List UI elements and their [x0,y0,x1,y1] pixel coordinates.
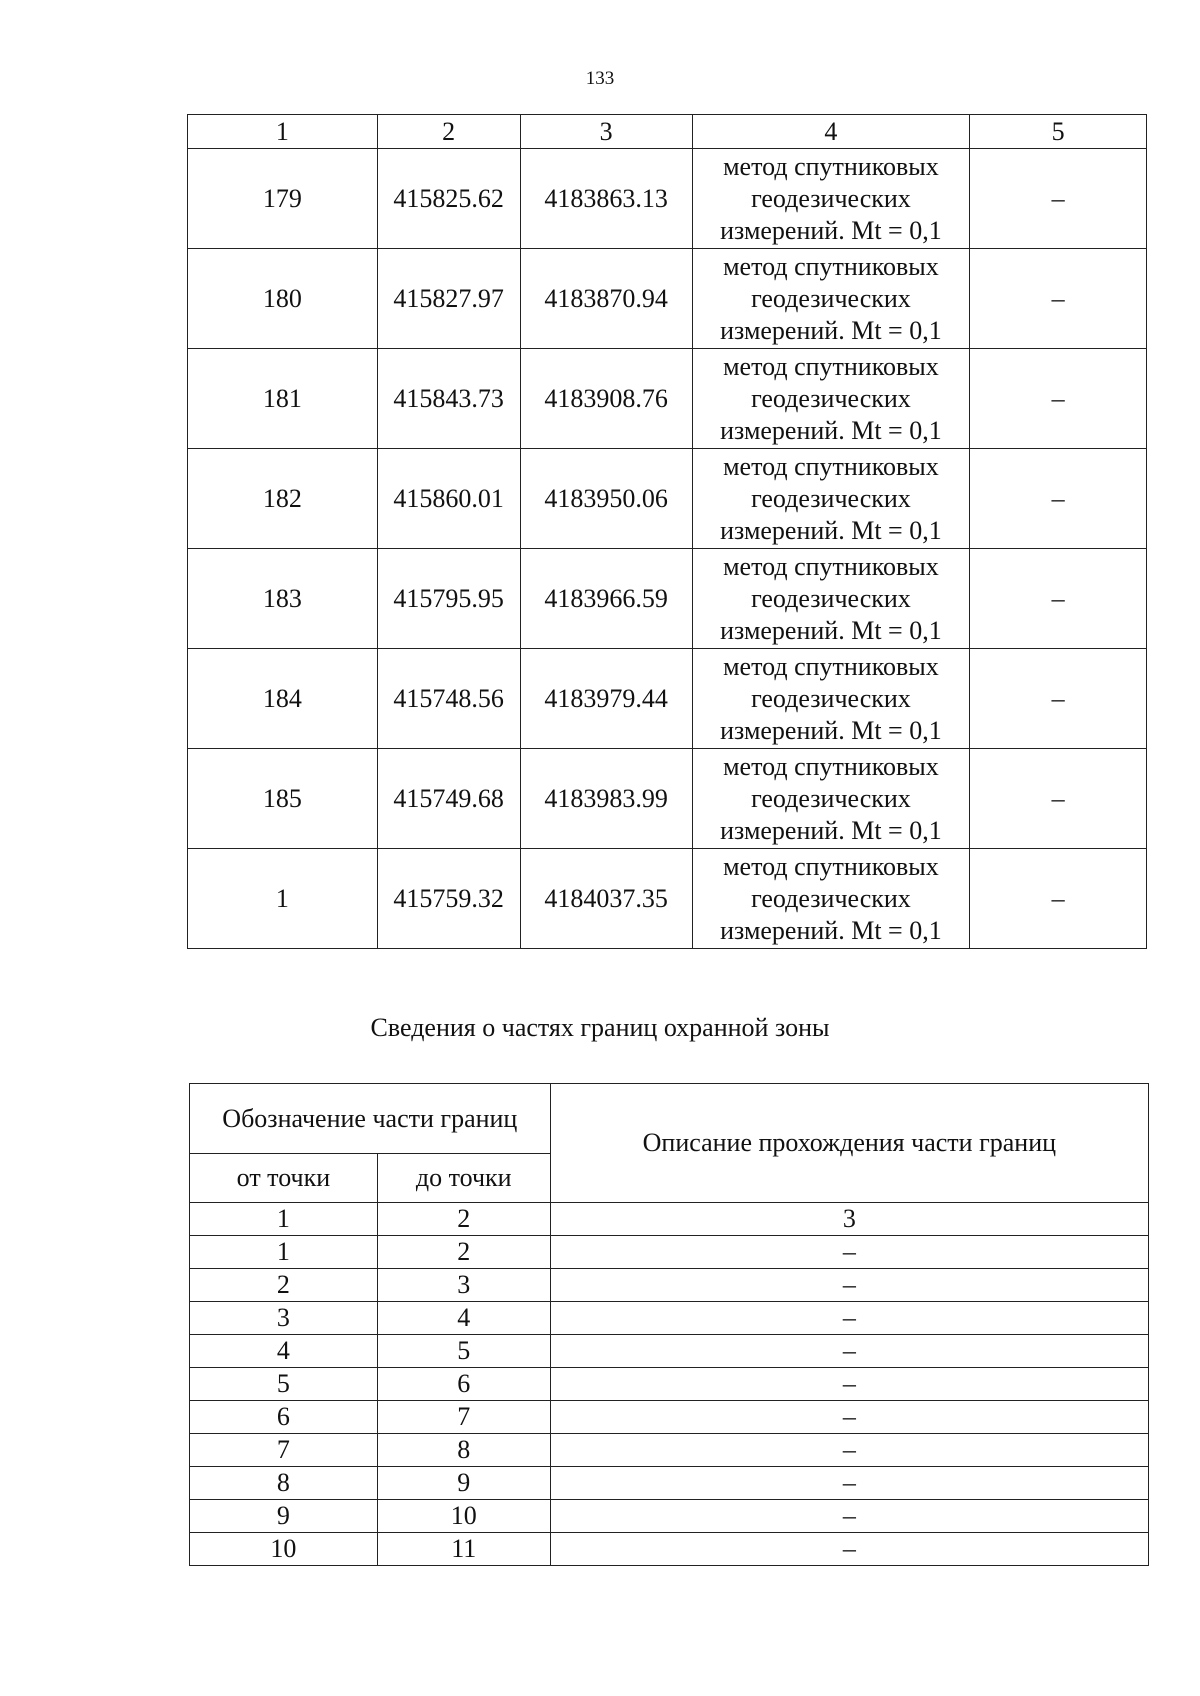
method-line: измерений. Mt = 0,1 [720,415,942,445]
method-line: метод спутниковых [723,851,939,881]
y-coordinate: 4183983.99 [520,749,692,849]
x-coordinate: 415827.97 [377,249,520,349]
description-cell: – [550,1368,1148,1401]
method-line: измерений. Mt = 0,1 [720,515,942,545]
x-coordinate: 415795.95 [377,549,520,649]
description-cell: – [550,1434,1148,1467]
from-point: 8 [190,1467,378,1500]
method-line: измерений. Mt = 0,1 [720,715,942,745]
description-cell: – [550,1236,1148,1269]
column-number: 2 [377,115,520,149]
method-line: метод спутниковых [723,151,939,181]
to-point: 11 [377,1533,550,1566]
method-cell [692,649,970,749]
method-cell [692,449,970,549]
table-row [190,1269,1149,1302]
description-cell: – [550,1302,1148,1335]
note-cell: – [970,449,1147,549]
description-cell: – [550,1533,1148,1566]
y-coordinate: 4183966.59 [520,549,692,649]
table-row [190,1467,1149,1500]
x-coordinate: 415825.62 [377,149,520,249]
description-cell: – [550,1467,1148,1500]
coordinates-table [187,114,1147,949]
table-row [188,849,1147,949]
parts-header-row [190,1084,1149,1154]
table-row [190,1533,1149,1566]
from-point: 4 [190,1335,378,1368]
to-point: 3 [377,1269,550,1302]
from-point-header: от точки [190,1154,378,1203]
method-line: геодезических [751,383,911,413]
method-cell [692,549,970,649]
point-number: 180 [188,249,378,349]
table-row [188,649,1147,749]
method-line: метод спутниковых [723,651,939,681]
description-header: Описание прохождения части границ [550,1084,1148,1203]
method-line: измерений. Mt = 0,1 [720,315,942,345]
point-number: 185 [188,749,378,849]
to-point: 2 [377,1236,550,1269]
table-row [190,1368,1149,1401]
note-cell: – [970,849,1147,949]
method-line: метод спутниковых [723,751,939,781]
method-line: измерений. Mt = 0,1 [720,215,942,245]
method-line: метод спутниковых [723,251,939,281]
table-row [188,449,1147,549]
table-row [190,1500,1149,1533]
note-cell: – [970,749,1147,849]
table-row [190,1236,1149,1269]
table-row [190,1434,1149,1467]
from-point: 7 [190,1434,378,1467]
x-coordinate: 415759.32 [377,849,520,949]
method-cell [692,149,970,249]
column-number: 2 [377,1203,550,1236]
boundary-parts-table [189,1083,1149,1566]
designation-header: Обозначение части границ [190,1084,551,1154]
to-point: 8 [377,1434,550,1467]
method-line: метод спутниковых [723,451,939,481]
note-cell: – [970,649,1147,749]
y-coordinate: 4183908.76 [520,349,692,449]
note-cell: – [970,549,1147,649]
to-point: 10 [377,1500,550,1533]
method-line: геодезических [751,183,911,213]
description-cell: – [550,1500,1148,1533]
column-number: 3 [550,1203,1148,1236]
method-cell [692,849,970,949]
point-number: 179 [188,149,378,249]
to-point: 9 [377,1467,550,1500]
point-number: 184 [188,649,378,749]
table-row [190,1401,1149,1434]
point-number: 183 [188,549,378,649]
table-row [188,149,1147,249]
method-line: геодезических [751,883,911,913]
method-line: геодезических [751,583,911,613]
method-line: измерений. Mt = 0,1 [720,815,942,845]
from-point: 1 [190,1236,378,1269]
column-number: 5 [970,115,1147,149]
table-row [188,749,1147,849]
column-number: 3 [520,115,692,149]
y-coordinate: 4183870.94 [520,249,692,349]
x-coordinate: 415843.73 [377,349,520,449]
method-line: метод спутниковых [723,551,939,581]
table-row [188,349,1147,449]
description-cell: – [550,1335,1148,1368]
table-row [190,1335,1149,1368]
point-number: 1 [188,849,378,949]
description-cell: – [550,1401,1148,1434]
page-number: 133 [585,68,615,89]
method-line: геодезических [751,683,911,713]
x-coordinate: 415748.56 [377,649,520,749]
method-cell [692,749,970,849]
method-cell [692,349,970,449]
point-number: 181 [188,349,378,449]
x-coordinate: 415749.68 [377,749,520,849]
y-coordinate: 4183863.13 [520,149,692,249]
to-point: 4 [377,1302,550,1335]
table-row [188,249,1147,349]
to-point: 6 [377,1368,550,1401]
y-coordinate: 4183950.06 [520,449,692,549]
note-cell: – [970,349,1147,449]
column-number: 1 [190,1203,378,1236]
method-line: измерений. Mt = 0,1 [720,615,942,645]
method-line: геодезических [751,483,911,513]
method-cell [692,249,970,349]
method-line: метод спутниковых [723,351,939,381]
method-line: геодезических [751,783,911,813]
table-row [190,1302,1149,1335]
method-line: геодезических [751,283,911,313]
to-point-header: до точки [377,1154,550,1203]
y-coordinate: 4184037.35 [520,849,692,949]
parts-column-number-row [190,1203,1149,1236]
note-cell: – [970,249,1147,349]
method-line: измерений. Mt = 0,1 [720,915,942,945]
from-point: 3 [190,1302,378,1335]
to-point: 5 [377,1335,550,1368]
to-point: 7 [377,1401,550,1434]
x-coordinate: 415860.01 [377,449,520,549]
from-point: 10 [190,1533,378,1566]
note-cell: – [970,149,1147,249]
column-number-row [188,115,1147,149]
from-point: 6 [190,1401,378,1434]
y-coordinate: 4183979.44 [520,649,692,749]
from-point: 9 [190,1500,378,1533]
column-number: 4 [692,115,970,149]
from-point: 5 [190,1368,378,1401]
point-number: 182 [188,449,378,549]
description-cell: – [550,1269,1148,1302]
section-title: Сведения о частях границ охранной зоны [370,1013,830,1042]
column-number: 1 [188,115,378,149]
table-row [188,549,1147,649]
from-point: 2 [190,1269,378,1302]
